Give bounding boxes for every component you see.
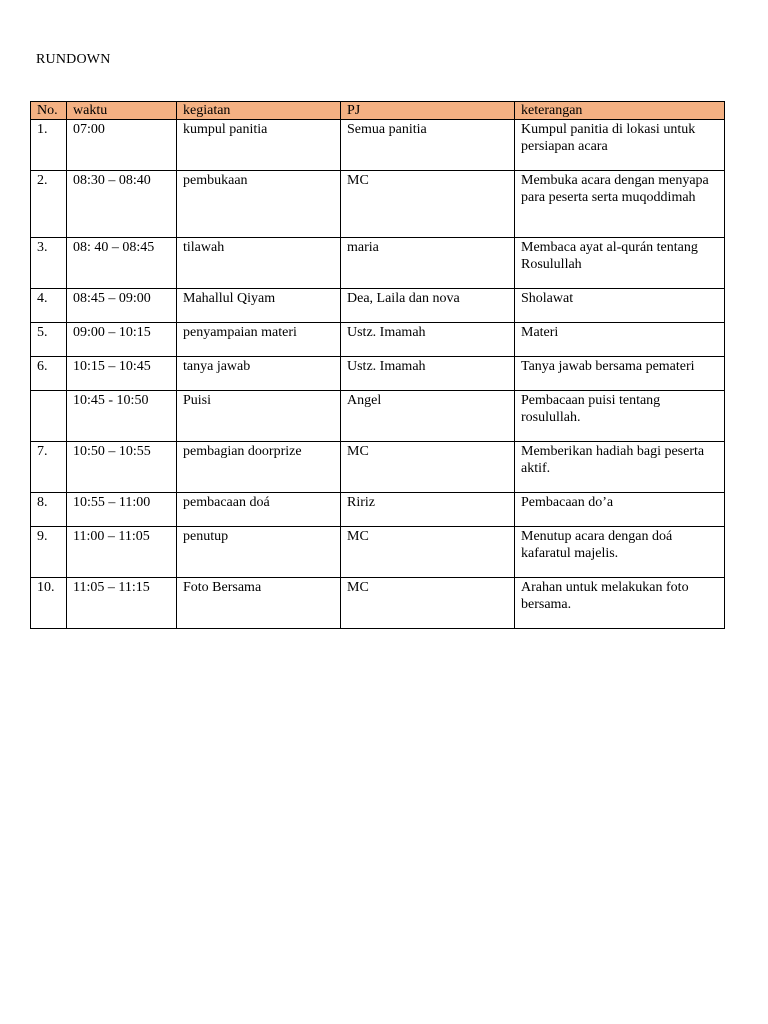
cell-waktu: 09:00 – 10:15: [67, 323, 177, 357]
cell-keterangan: Pembacaan puisi tentang rosulullah.: [515, 391, 725, 442]
cell-waktu: 08:30 – 08:40: [67, 171, 177, 238]
cell-kegiatan: Puisi: [177, 391, 341, 442]
cell-no: [31, 391, 67, 442]
cell-kegiatan: pembukaan: [177, 171, 341, 238]
header-kegiatan: kegiatan: [177, 102, 341, 120]
cell-kegiatan: pembagian doorprize: [177, 442, 341, 493]
cell-keterangan: Menutup acara dengan doá kafaratul majelis.: [515, 527, 725, 578]
cell-no: 9.: [31, 527, 67, 578]
table-row: [31, 442, 725, 493]
table-row: [31, 527, 725, 578]
table-row: [31, 323, 725, 357]
cell-kegiatan: penyampaian materi: [177, 323, 341, 357]
cell-kegiatan: Mahallul Qiyam: [177, 289, 341, 323]
table-row: [31, 578, 725, 629]
cell-no: 7.: [31, 442, 67, 493]
table-row: [31, 357, 725, 391]
table-row: [31, 289, 725, 323]
cell-keterangan: Pembacaan do’a: [515, 493, 725, 527]
page-title: RUNDOWN: [36, 52, 111, 67]
cell-no: 1.: [31, 120, 67, 171]
cell-pj: maria: [341, 238, 515, 289]
cell-pj: Ustz. Imamah: [341, 357, 515, 391]
cell-pj: Angel: [341, 391, 515, 442]
cell-no: 5.: [31, 323, 67, 357]
cell-kegiatan: pembacaan doá: [177, 493, 341, 527]
cell-waktu: 11:00 – 11:05: [67, 527, 177, 578]
cell-waktu: 11:05 – 11:15: [67, 578, 177, 629]
cell-keterangan: Membaca ayat al-qurán tentang Rosulullah: [515, 238, 725, 289]
cell-pj: Ustz. Imamah: [341, 323, 515, 357]
cell-pj: MC: [341, 578, 515, 629]
cell-pj: MC: [341, 171, 515, 238]
cell-keterangan: Sholawat: [515, 289, 725, 323]
cell-waktu: 07:00: [67, 120, 177, 171]
table-row: [31, 391, 725, 442]
cell-kegiatan: kumpul panitia: [177, 120, 341, 171]
rundown-table: [30, 101, 725, 629]
cell-no: 8.: [31, 493, 67, 527]
cell-no: 10.: [31, 578, 67, 629]
table-row: [31, 120, 725, 171]
cell-waktu: 10:55 – 11:00: [67, 493, 177, 527]
cell-kegiatan: tilawah: [177, 238, 341, 289]
cell-kegiatan: penutup: [177, 527, 341, 578]
cell-keterangan: Tanya jawab bersama pemateri: [515, 357, 725, 391]
cell-waktu: 08: 40 – 08:45: [67, 238, 177, 289]
cell-pj: MC: [341, 442, 515, 493]
cell-kegiatan: Foto Bersama: [177, 578, 341, 629]
cell-keterangan: Memberikan hadiah bagi peserta aktif.: [515, 442, 725, 493]
cell-pj: Ririz: [341, 493, 515, 527]
cell-no: 3.: [31, 238, 67, 289]
header-waktu: waktu: [67, 102, 177, 120]
cell-pj: MC: [341, 527, 515, 578]
cell-keterangan: Membuka acara dengan menyapa para peserta serta muqoddimah: [515, 171, 725, 238]
cell-keterangan: Materi: [515, 323, 725, 357]
cell-waktu: 10:15 – 10:45: [67, 357, 177, 391]
header-pj: PJ: [341, 102, 515, 120]
cell-keterangan: Kumpul panitia di lokasi untuk persiapan acara: [515, 120, 725, 171]
cell-no: 4.: [31, 289, 67, 323]
header-keterangan: keterangan: [515, 102, 725, 120]
cell-waktu: 08:45 – 09:00: [67, 289, 177, 323]
table-header-row: [31, 102, 725, 120]
cell-no: 6.: [31, 357, 67, 391]
cell-keterangan: Arahan untuk melakukan foto bersama.: [515, 578, 725, 629]
table-row: [31, 171, 725, 238]
table-row: [31, 238, 725, 289]
cell-waktu: 10:50 – 10:55: [67, 442, 177, 493]
cell-pj: Semua panitia: [341, 120, 515, 171]
cell-no: 2.: [31, 171, 67, 238]
cell-pj: Dea, Laila dan nova: [341, 289, 515, 323]
cell-kegiatan: tanya jawab: [177, 357, 341, 391]
table-row: [31, 493, 725, 527]
cell-waktu: 10:45 - 10:50: [67, 391, 177, 442]
header-no: No.: [31, 102, 67, 120]
